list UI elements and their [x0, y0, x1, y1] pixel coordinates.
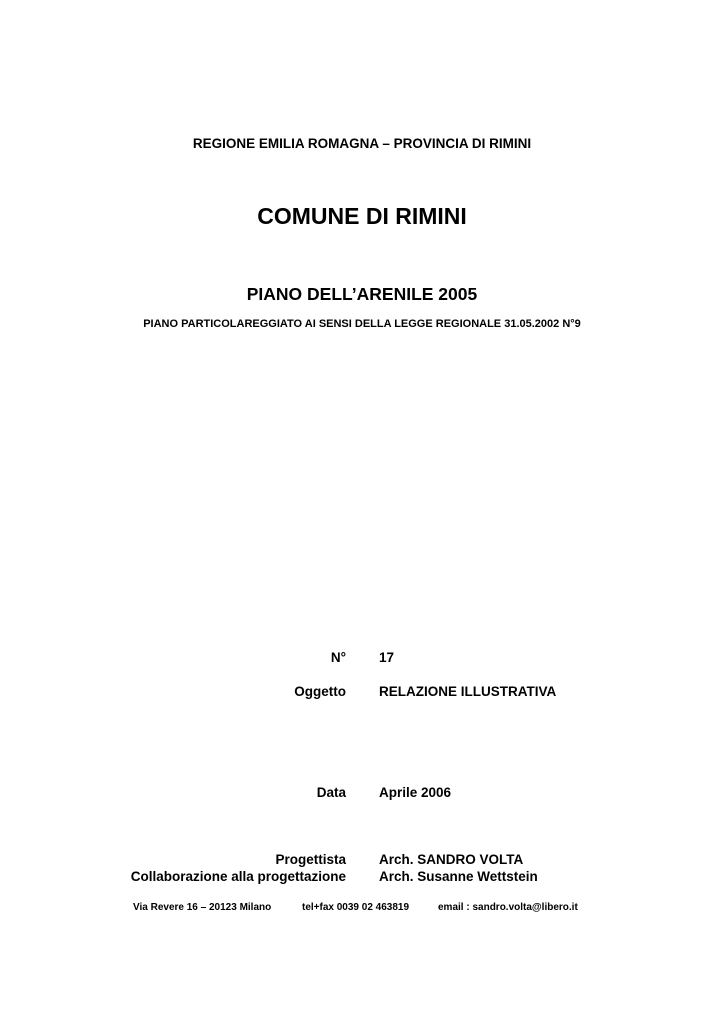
- contact-address: Via Revere 16 – 20123 Milano: [133, 902, 272, 913]
- contact-email: email : sandro.volta@libero.it: [438, 902, 578, 913]
- collaborazione-value: Arch. Susanne Wettstein: [379, 869, 538, 884]
- oggetto-value: RELAZIONE ILLUSTRATIVA: [379, 684, 557, 699]
- region-heading: REGIONE EMILIA ROMAGNA – PROVINCIA DI RIMINI: [192, 136, 532, 151]
- progettista-value: Arch. SANDRO VOLTA: [379, 852, 524, 867]
- data-value: Aprile 2006: [379, 785, 452, 800]
- piano-title: PIANO DELL’ARENILE 2005: [246, 284, 478, 304]
- progettista-label: Progettista: [275, 852, 346, 867]
- contact-telfax: tel+fax 0039 02 463819: [302, 902, 410, 913]
- oggetto-label: Oggetto: [294, 684, 346, 699]
- numero-label: N°: [330, 650, 346, 665]
- comune-title: COMUNE DI RIMINI: [257, 203, 467, 229]
- numero-value: 17: [379, 650, 395, 665]
- collaborazione-label: Collaborazione alla progettazione: [130, 869, 346, 884]
- piano-subtitle: PIANO PARTICOLAREGGIATO AI SENSI DELLA LEGGE REGIONALE 31.05.2002 N°9: [143, 318, 581, 330]
- data-label: Data: [316, 785, 346, 800]
